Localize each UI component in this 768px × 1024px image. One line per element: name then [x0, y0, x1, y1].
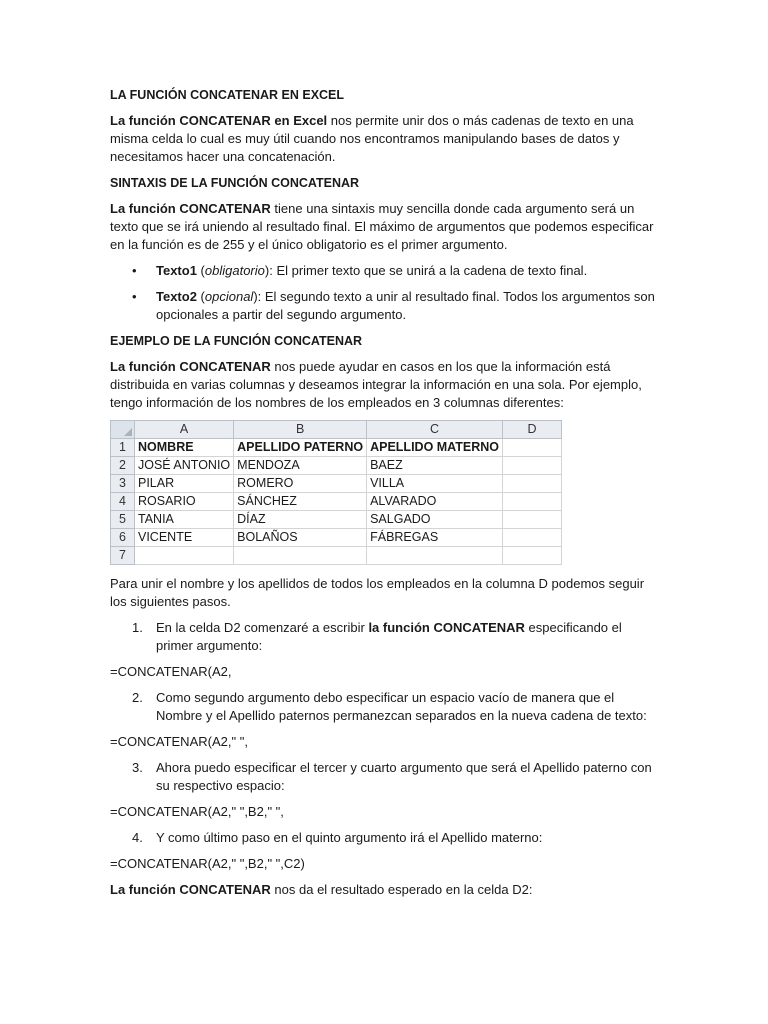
table-row — [111, 457, 562, 475]
example-bold: La función CONCATENAR — [110, 359, 271, 374]
arg-text: ): El primer texto que se unirá a la cadena de texto final. — [264, 263, 588, 278]
syntax-paragraph — [110, 200, 660, 254]
cell: SALGADO — [367, 511, 503, 529]
bullet-icon: • — [132, 289, 137, 304]
cell — [503, 511, 562, 529]
cell: NOMBRE — [135, 439, 234, 457]
arg-kind: obligatorio — [204, 263, 265, 278]
syntax-heading: SINTAXIS DE LA FUNCIÓN CONCATENAR — [110, 176, 360, 190]
cell: VILLA — [367, 475, 503, 493]
syntax-text: tiene una sintaxis muy sencilla donde cada argumento será un texto que se irá uniendo al resultado final. El máximo de argumentos que podemos especificar en la función es de 255 y el único obligatorio es el primer argumento. — [110, 201, 654, 252]
cell — [234, 547, 367, 565]
steps-intro: Para unir el nombre y los apellidos de todos los empleados en la columna D podemos seguir los siguientes pasos. — [110, 576, 645, 609]
table-row — [111, 547, 562, 565]
cell: ROSARIO — [135, 493, 234, 511]
example-paragraph — [110, 358, 660, 412]
spreadsheet-image — [110, 420, 562, 565]
arg-kind: opcional — [204, 289, 254, 304]
cell — [503, 439, 562, 457]
cell — [503, 529, 562, 547]
cell: PILAR — [135, 475, 234, 493]
cell: VICENTE — [135, 529, 234, 547]
step-number: 4. — [132, 830, 143, 845]
result-bold: La función CONCATENAR — [110, 882, 271, 897]
formula-line: =CONCATENAR(A2," ",B2," ",C2) — [110, 856, 305, 871]
cell: ALVARADO — [367, 493, 503, 511]
step-number: 3. — [132, 760, 143, 775]
cell — [503, 457, 562, 475]
cell — [367, 547, 503, 565]
table-row — [111, 439, 562, 457]
cell: BAEZ — [367, 457, 503, 475]
step-text-end: especificando el primer argumento: — [156, 620, 622, 653]
table-row — [111, 475, 562, 493]
cell: FÁBREGAS — [367, 529, 503, 547]
intro-bold: La función CONCATENAR en Excel — [110, 113, 328, 128]
list-item — [110, 619, 660, 655]
intro-paragraph — [110, 112, 660, 166]
step-bold: la función CONCATENAR — [368, 620, 525, 635]
row-header: 1 — [111, 439, 135, 457]
formula-line: =CONCATENAR(A2," ", — [110, 734, 248, 749]
arg-text: ): El segundo texto a unir al resultado final. Todos los argumentos son opcionales a partir del segundo argumento. — [156, 289, 655, 322]
row-header: 7 — [111, 547, 135, 565]
row-header: 2 — [111, 457, 135, 475]
cell — [135, 547, 234, 565]
page-title: LA FUNCIÓN CONCATENAR EN EXCEL — [110, 88, 345, 102]
step-text: En la celda D2 comenzaré a escribir — [156, 620, 369, 635]
example-text: nos puede ayudar en casos en los que la información está distribuida en varias columnas y deseamos integrar la información en una sola. Por ejemplo, tengo información de los nombres de los empleados en 3 columnas diferentes: — [110, 359, 642, 410]
cell: JOSÉ ANTONIO — [135, 457, 234, 475]
table-row — [111, 511, 562, 529]
list-item — [110, 262, 660, 280]
cell: MENDOZA — [234, 457, 367, 475]
cell: DÍAZ — [234, 511, 367, 529]
example-heading: EJEMPLO DE LA FUNCIÓN CONCATENAR — [110, 334, 363, 348]
table-row — [111, 493, 562, 511]
row-header: 6 — [111, 529, 135, 547]
formula-line: =CONCATENAR(A2, — [110, 664, 232, 679]
syntax-bold: La función CONCATENAR — [110, 201, 271, 216]
result-text: nos da el resultado esperado en la celda D2: — [270, 882, 533, 897]
table-row — [111, 529, 562, 547]
cell: BOLAÑOS — [234, 529, 367, 547]
column-header: D — [503, 421, 562, 439]
cell — [503, 493, 562, 511]
step-number: 1. — [132, 620, 143, 635]
step-text: Ahora puedo especificar el tercer y cuarto argumento que será el Apellido paterno con su respectivo espacio: — [156, 760, 652, 793]
document-body — [110, 86, 660, 907]
arg-open: ( — [196, 289, 205, 304]
result-paragraph — [110, 881, 660, 899]
cell: APELLIDO MATERNO — [367, 439, 503, 457]
arg-open: ( — [196, 263, 205, 278]
column-header: C — [367, 421, 503, 439]
list-item — [110, 759, 660, 795]
bullet-icon: • — [132, 263, 137, 278]
column-header-row — [111, 421, 562, 439]
arg-name: Texto1 — [156, 263, 197, 278]
arguments-list — [110, 262, 660, 324]
step-text: Como segundo argumento debo especificar un espacio vacío de manera que el Nombre y el Apellido paternos permanezcan separados en la nueva cadena de texto: — [156, 690, 647, 723]
list-item — [110, 829, 660, 847]
cell: ROMERO — [234, 475, 367, 493]
list-item — [110, 288, 660, 324]
cell: SÁNCHEZ — [234, 493, 367, 511]
row-header: 5 — [111, 511, 135, 529]
step-number: 2. — [132, 690, 143, 705]
column-header: B — [234, 421, 367, 439]
row-header: 3 — [111, 475, 135, 493]
cell: APELLIDO PATERNO — [234, 439, 367, 457]
row-header: 4 — [111, 493, 135, 511]
formula-line: =CONCATENAR(A2," ",B2," ", — [110, 804, 284, 819]
select-all-corner — [111, 421, 135, 439]
cell — [503, 547, 562, 565]
step-text: Y como último paso en el quinto argumento irá el Apellido materno: — [156, 830, 543, 845]
cell: TANIA — [135, 511, 234, 529]
column-header: A — [135, 421, 234, 439]
arg-name: Texto2 — [156, 289, 197, 304]
list-item — [110, 689, 660, 725]
cell — [503, 475, 562, 493]
intro-text: nos permite unir dos o más cadenas de texto en una misma celda lo cual es muy útil cuando nos encontramos manipulando bases de datos y necesitamos hacer una concatenación. — [110, 113, 634, 164]
